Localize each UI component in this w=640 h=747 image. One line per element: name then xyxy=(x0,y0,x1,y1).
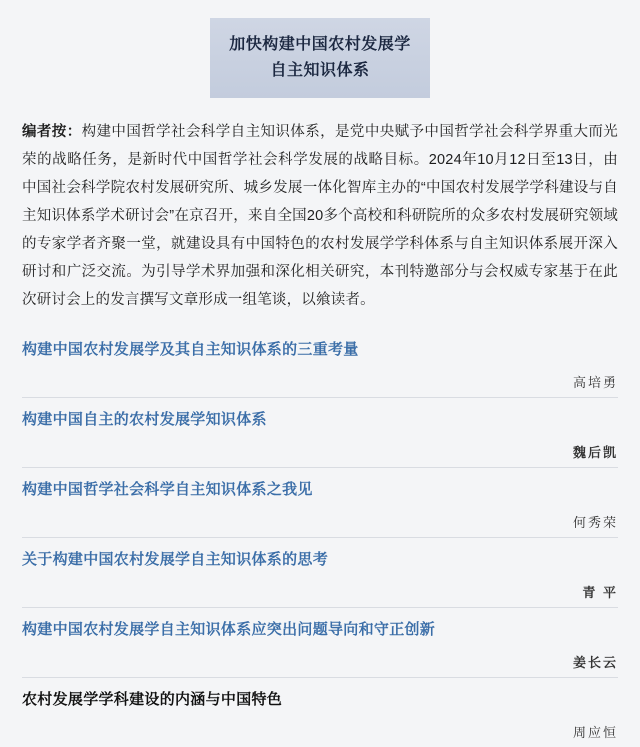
title-banner-container xyxy=(22,0,618,98)
title-line-2: 自主知识体系 xyxy=(270,62,370,79)
article-author: 高培勇 xyxy=(572,375,618,390)
article-title-link[interactable]: 构建中国农村发展学自主知识体系应突出问题导向和守正创新 xyxy=(22,621,436,638)
editor-note xyxy=(22,118,618,314)
article-title-link[interactable]: 构建中国自主的农村发展学知识体系 xyxy=(22,411,267,428)
editor-note-text: 构建中国哲学社会科学自主知识体系，是党中央赋予中国哲学社会科学界重大而光荣的战略任务，是新时代中国哲学社会科学发展的战略目标。2024年10月12日至13日，由中国社会科学院农村发展研究所、城乡发展一体化智库主办的“中国农村发展学学科建设与自主知识体系学术研讨会”在京召开，来自全国20多个高校和科研院所的众多农村发展研究领域的专家学者齐聚一堂，就建设具有中国特色的农村发展学学科体系与自主知识体系展开深入研讨和广泛交流。为引导学术界加强和深化相关研究，本刊特邀部分与会权威专家基于在此次研讨会上的发言撰写文章形成一组笔谈，以飨读者。 xyxy=(22,124,618,308)
article-author: 周应恒 xyxy=(572,725,618,740)
list-item[interactable] xyxy=(22,398,618,468)
article-author: 魏后凯 xyxy=(572,445,618,460)
article-title-link[interactable]: 构建中国农村发展学及其自主知识体系的三重考量 xyxy=(22,341,359,358)
title-line-1: 加快构建中国农村发展学 xyxy=(229,36,411,53)
list-item[interactable] xyxy=(22,538,618,608)
editor-note-label: 编者按： xyxy=(22,124,82,140)
article-author: 青 平 xyxy=(582,585,618,600)
article-title-link[interactable]: 关于构建中国农村发展学自主知识体系的思考 xyxy=(22,551,329,568)
article-title-link[interactable]: 构建中国哲学社会科学自主知识体系之我见 xyxy=(22,481,313,498)
list-item[interactable] xyxy=(22,678,618,747)
article-list xyxy=(22,328,618,747)
article-author: 何秀荣 xyxy=(572,515,618,530)
list-item[interactable] xyxy=(22,468,618,538)
list-item[interactable] xyxy=(22,328,618,398)
article-title-link[interactable]: 农村发展学学科建设的内涵与中国特色 xyxy=(22,691,283,708)
article-author: 姜长云 xyxy=(572,655,618,670)
title-banner xyxy=(210,18,430,98)
list-item[interactable] xyxy=(22,608,618,678)
